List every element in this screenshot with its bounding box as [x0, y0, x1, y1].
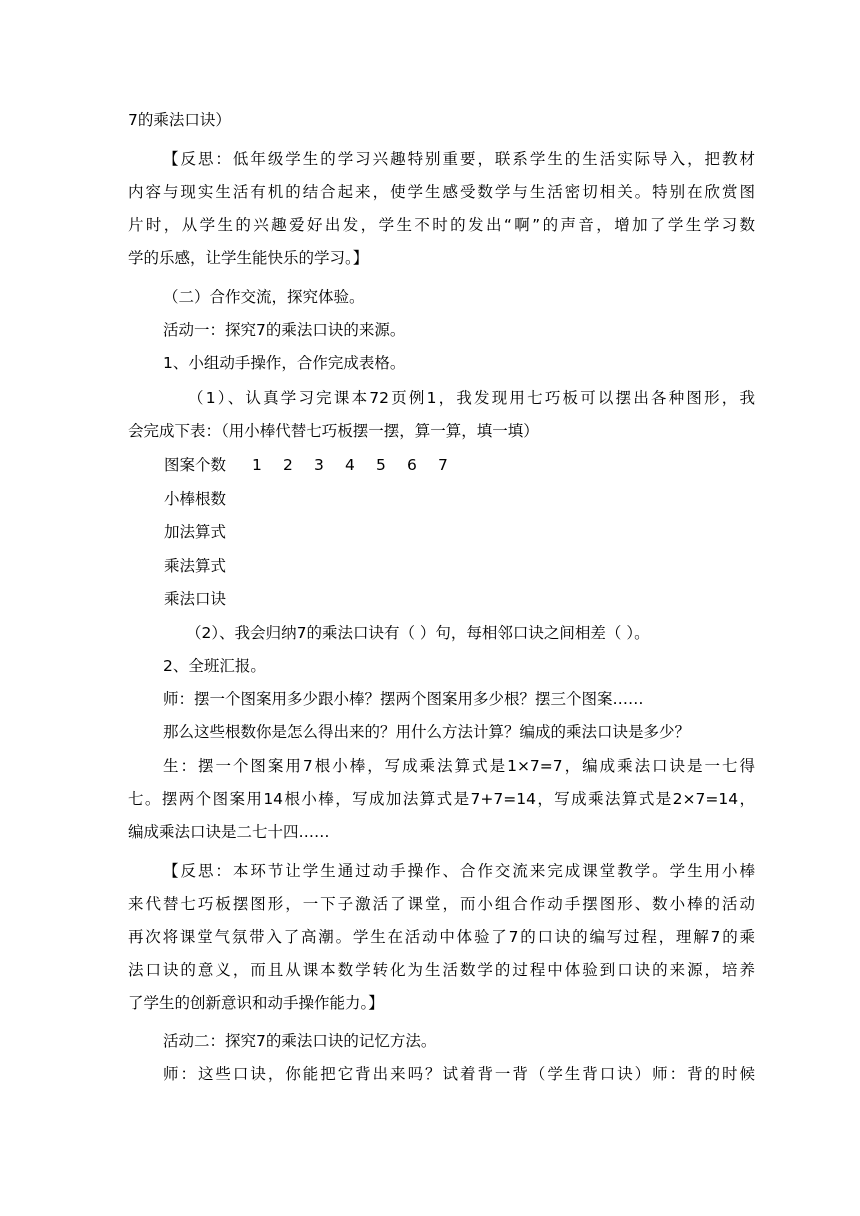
- text-line: 2、全班汇报。: [163, 657, 266, 675]
- table-number: 7: [438, 456, 448, 474]
- table-number: 1: [252, 456, 262, 474]
- table-row-label: 加法算式: [164, 523, 227, 541]
- activity-heading: 活动一：探究7的乘法口诀的来源。: [163, 321, 406, 339]
- text-line: （1）、认真学习完课本72页例1，我发现用七巧板可以摆出各种图形，我: [188, 389, 755, 407]
- table-header-row: [164, 455, 469, 475]
- table-number: 5: [376, 456, 386, 474]
- text-line: 那么这些根数你是怎么得出来的？用什么方法计算？编成的乘法口诀是多少？: [163, 723, 691, 741]
- text-line: 7的乘法口诀）: [128, 111, 231, 129]
- activity-heading: 活动二：探究7的乘法口诀的记忆方法。: [163, 1032, 437, 1050]
- text-line: （2）、我会归纳7的乘法口诀有（ ）句，每相邻口诀之间相差（ ）。: [186, 624, 650, 642]
- table-row-label: 乘法算式: [164, 557, 227, 575]
- table-number: 4: [345, 456, 355, 474]
- reflection-paragraph-line: 了学生的创新意识和动手操作能力。】: [128, 994, 384, 1012]
- table-header-label: 图案个数: [164, 456, 227, 474]
- text-line: 生：摆一个图案用7根小棒，写成乘法算式是1×7=7，编成乘法口诀是一七得: [163, 757, 755, 775]
- reflection-paragraph-line: 片时，从学生的兴趣爱好出发，学生不时的发出“啊”的声音，增加了学生学习数: [128, 216, 755, 234]
- text-line: 1、小组动手操作，合作完成表格。: [163, 354, 406, 372]
- table-number: 6: [407, 456, 417, 474]
- text-line: 会完成下表：（用小棒代替七巧板摆一摆，算一算，填一填）: [128, 422, 539, 440]
- text-line: 师：这些口诀，你能把它背出来吗？试着背一背（学生背口诀）师：背的时候: [163, 1065, 755, 1083]
- reflection-paragraph-line: 来代替七巧板摆图形，一下子激活了课堂，而小组合作动手摆图形、数小棒的活动: [128, 895, 755, 913]
- table-number: 2: [283, 456, 293, 474]
- text-line: 师：摆一个图案用多少跟小棒？摆两个图案用多少根？摆三个图案……: [163, 690, 644, 708]
- reflection-paragraph-line: 【反思：本环节让学生通过动手操作、合作交流来完成课堂教学。学生用小棒: [163, 862, 755, 880]
- reflection-paragraph-line: 内容与现实生活有机的结合起来，使学生感受数学与生活密切相关。特别在欣赏图: [128, 183, 755, 201]
- reflection-paragraph-line: 再次将课堂气氛带入了高潮。学生在活动中体验了7的口诀的编写过程，理解7的乘: [128, 928, 755, 946]
- table-row-label: 乘法口诀: [164, 590, 227, 608]
- section-heading: （二）合作交流，探究体验。: [163, 288, 365, 306]
- reflection-paragraph-line: 【反思：低年级学生的学习兴趣特别重要，联系学生的生活实际导入，把教材: [163, 150, 755, 168]
- table-row-label: 小棒根数: [164, 490, 227, 508]
- table-number: 3: [314, 456, 324, 474]
- reflection-paragraph-line: 学的乐感，让学生能快乐的学习。】: [128, 249, 369, 267]
- reflection-paragraph-line: 法口诀的意义，而且从课本数学转化为生活数学的过程中体验到口诀的来源，培养: [128, 961, 755, 979]
- text-line: 编成乘法口诀是二七十四……: [128, 823, 330, 841]
- text-line: 七。摆两个图案用14根小棒，写成加法算式是7+7=14，写成乘法算式是2×7=14，: [128, 790, 755, 808]
